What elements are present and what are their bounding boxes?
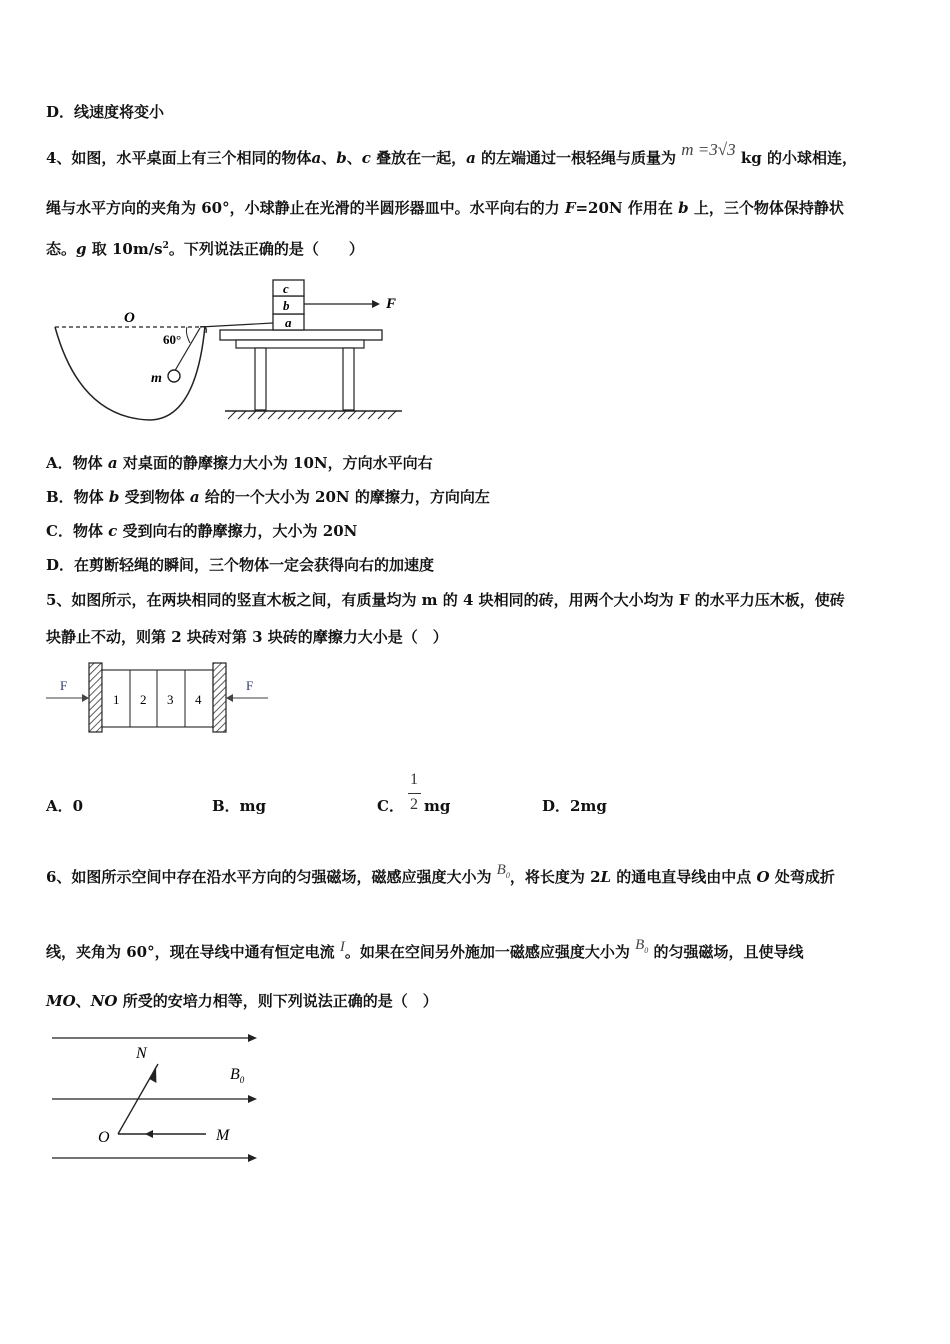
text: 线，夹角为 60°，现在导线中通有恒定电流	[46, 943, 340, 961]
var-b: b	[678, 199, 689, 217]
var-a: a	[466, 149, 476, 167]
label-a: a	[285, 315, 292, 330]
text: 的匀强磁场，且使导线	[648, 943, 804, 961]
label-b: b	[283, 298, 290, 313]
text: 处弯成折	[769, 868, 835, 886]
wire-MO-arrow	[145, 1130, 153, 1138]
label-B0	[230, 1066, 245, 1085]
text: 给的一个大小为 20N 的摩擦力，方向向左	[199, 488, 490, 506]
brick-3: 3	[167, 692, 174, 707]
text: C．物体	[46, 522, 109, 540]
text: 。下列说法正确的是（ ）	[168, 240, 364, 258]
text: kg 的小球相连，	[735, 149, 857, 167]
text: A．物体	[46, 454, 108, 472]
var: a	[189, 488, 200, 506]
text: 6、如图所示空间中存在沿水平方向的匀强磁场，磁感应强度大小为	[46, 868, 497, 886]
label-N: N	[136, 1045, 147, 1062]
field-arrow-top	[248, 1034, 257, 1042]
text: B．物体	[46, 488, 109, 506]
b0-letter: B	[496, 862, 506, 878]
var-I: I	[339, 939, 345, 955]
label-F: F	[386, 296, 397, 312]
q5-stem-line1: 5、如图所示，在两块相同的竖直木板之间，有质量均为 m 的 4 块相同的砖，用两个大小均为 F 的水平力压木板，使砖	[46, 591, 845, 609]
var-L: L	[600, 868, 612, 886]
brick-4: 4	[195, 692, 202, 707]
text: 的左端通过一根轻绳与质量为	[475, 149, 682, 167]
label-F-left: F	[60, 678, 68, 693]
field-arrow-bottom	[248, 1154, 257, 1162]
brick-1: 1	[113, 692, 120, 707]
text: C．	[377, 797, 404, 815]
var-MO: MO	[46, 992, 76, 1010]
q3-option-d: D．线速度将变小	[46, 103, 165, 121]
var-a: a	[311, 149, 322, 167]
var-F: F	[564, 199, 576, 217]
text: 对桌面的静摩擦力大小为 10N，方向水平向右	[117, 454, 433, 472]
text: 、	[75, 992, 91, 1010]
text: ，将长度为 2	[509, 868, 601, 886]
text: 上，三个物体保持静状	[688, 199, 844, 217]
var-g: g	[76, 240, 87, 258]
var: a	[107, 454, 118, 472]
var: c	[108, 522, 118, 540]
label-F-right: F	[246, 678, 254, 693]
b0-letter: B	[230, 1066, 240, 1083]
text: 的通电直导线由中点	[611, 868, 757, 886]
label-60: 60°	[163, 332, 182, 347]
text: 态。	[46, 240, 77, 258]
label-O: O	[124, 310, 135, 326]
b0-subscript: 0	[644, 946, 649, 955]
q5-option-d: D．2mg	[542, 797, 607, 815]
mass-formula: m =3√3	[681, 140, 736, 159]
fraction-numerator: 1	[410, 771, 418, 788]
text: 所受的安培力相等，则下列说法正确的是（ ）	[117, 992, 438, 1010]
text: =20N 作用在	[575, 199, 679, 217]
text: 受到向右的静摩擦力，大小为 20N	[117, 522, 358, 540]
b0-subscript: 0	[239, 1075, 245, 1085]
field-arrow-middle	[248, 1095, 257, 1103]
b0-letter: B	[635, 937, 645, 953]
b0-subscript: 0	[505, 871, 510, 880]
q5-option-c-unit: mg	[424, 797, 451, 815]
text: 绳与水平方向的夹角为 60°，小球静止在光滑的半圆形器皿中。水平向右的力	[46, 199, 565, 217]
text: 4、如图，水平桌面上有三个相同的物体	[46, 149, 312, 167]
brick-2: 2	[140, 692, 147, 707]
wire-ON-arrow	[150, 1066, 157, 1083]
var-NO: NO	[90, 992, 118, 1010]
q5-option-b: B．mg	[212, 797, 267, 815]
label-O: O	[98, 1129, 110, 1146]
superscript: 2	[162, 241, 169, 251]
text: D．在剪断轻绳的瞬间，三个物体一定会获得向右的加速度	[46, 556, 435, 574]
var-c: c	[361, 149, 371, 167]
text: 、	[321, 149, 337, 167]
text: 、	[346, 149, 362, 167]
text: 取 10m/s	[86, 240, 163, 258]
q5-option-a: A．0	[46, 797, 84, 815]
text: 受到物体	[119, 488, 190, 506]
text: 。如果在空间另外施加一磁感应强度大小为	[344, 943, 636, 961]
label-m: m	[151, 371, 162, 386]
var-O: O	[756, 868, 770, 886]
label-c: c	[283, 281, 289, 296]
label-M: M	[216, 1127, 230, 1144]
q5-stem-line2: 块静止不动，则第 2 块砖对第 3 块砖的摩擦力大小是（ ）	[46, 628, 448, 646]
var: b	[108, 488, 120, 506]
fraction-denominator: 2	[410, 796, 418, 813]
text: 叠放在一起，	[370, 149, 467, 167]
var-b: b	[336, 149, 347, 167]
